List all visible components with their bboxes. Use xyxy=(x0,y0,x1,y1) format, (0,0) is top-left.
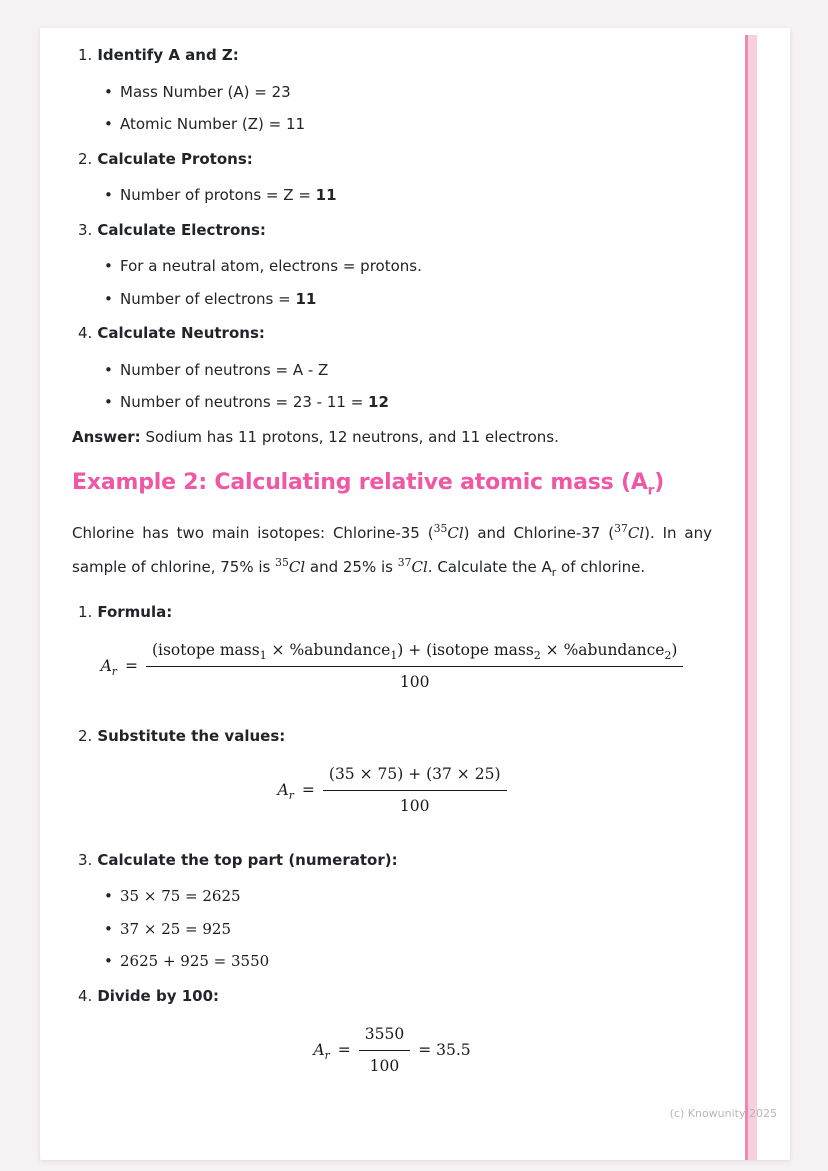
subscript-r: r xyxy=(111,665,117,679)
bullet-text xyxy=(120,288,316,311)
numerator-subscript: 2 xyxy=(533,649,541,663)
bullet-text xyxy=(120,359,328,382)
bullet-list xyxy=(104,359,712,414)
variable-A: A xyxy=(313,1041,325,1060)
variable-A: A xyxy=(277,781,289,800)
step-label: Calculate Neutrons: xyxy=(97,324,265,342)
bullet-item xyxy=(104,113,712,136)
isotope-mass-superscript: 35 xyxy=(433,522,448,535)
intro-text: ). In any sample of chlorine, 75% is xyxy=(72,524,713,576)
step-number: 3. xyxy=(78,850,93,869)
intro-text: . Calculate the A xyxy=(427,557,552,576)
bullet-text-normal: Number of neutrons = 23 - 11 = xyxy=(120,393,369,411)
step-head xyxy=(78,601,712,624)
equals-sign: = xyxy=(124,657,138,676)
bullet-item xyxy=(104,885,712,908)
step-label: Calculate Electrons: xyxy=(97,220,266,239)
isotope-mass-superscript: 37 xyxy=(397,555,412,569)
fraction-denominator: 100 xyxy=(369,1057,400,1076)
step-head xyxy=(78,985,712,1008)
sodium-steps-section xyxy=(72,44,712,448)
answer-label: Answer: xyxy=(72,427,141,446)
element-symbol: Cl xyxy=(627,524,645,542)
equation-lhs xyxy=(278,779,294,802)
example2-intro-paragraph xyxy=(72,517,712,585)
bullet-list xyxy=(104,184,712,207)
intro-text: of chlorine. xyxy=(556,557,646,576)
numerator-text: × %abundance xyxy=(540,641,665,659)
bullet-text-normal: Number of neutrons = A - Z xyxy=(120,360,329,379)
step-number: 2. xyxy=(78,149,93,168)
equals-sign: = xyxy=(337,1041,351,1060)
bullet-item xyxy=(104,918,712,941)
step-head xyxy=(78,219,712,242)
equation xyxy=(101,639,684,695)
step-item xyxy=(72,601,712,695)
math-bullet-text: • 35 × 75 = 2625 xyxy=(120,887,241,905)
bullet-text-normal: Number of electrons = xyxy=(120,289,296,308)
fraction xyxy=(359,1023,410,1079)
step-label: Substitute the values: xyxy=(97,726,286,745)
heading-text-close: ) xyxy=(654,470,665,495)
step-item xyxy=(72,148,712,207)
step-head xyxy=(78,725,712,748)
fraction-numerator xyxy=(146,639,683,667)
isotope-mass-superscript: 35 xyxy=(275,555,289,569)
step-number: 1. xyxy=(78,602,93,621)
subscript-r: r xyxy=(324,1049,330,1063)
step-number: 4. xyxy=(78,324,93,342)
intro-text: ) and Chlorine-37 ( xyxy=(463,524,615,542)
step-number: 4. xyxy=(78,986,93,1005)
bullet-text-bold: 12 xyxy=(368,393,389,411)
bullet-text xyxy=(120,113,305,136)
example2-heading xyxy=(72,466,712,499)
numerator-text: (isotope mass xyxy=(151,641,260,659)
bullet-list xyxy=(104,885,712,973)
step-item xyxy=(72,985,712,1079)
fraction xyxy=(323,763,507,819)
variable-A: A xyxy=(100,657,112,676)
equation xyxy=(278,763,507,819)
bullet-text-normal: For a neutral atom, electrons = protons. xyxy=(120,257,422,275)
fraction-denominator: 100 xyxy=(399,797,430,816)
bullet-item xyxy=(104,255,712,278)
equals-sign: = xyxy=(301,781,315,800)
step-head xyxy=(78,849,712,872)
math-bullet-text: • 2625 + 925 = 3550 xyxy=(120,952,270,970)
step-item xyxy=(72,725,712,819)
step-label: Calculate Protons: xyxy=(97,149,253,168)
element-symbol: Cl xyxy=(288,557,306,576)
bullet-item xyxy=(104,81,712,104)
bullet-text-normal: Number of protons = Z = xyxy=(120,186,316,204)
numerator-text: ) + (isotope mass xyxy=(397,641,534,659)
formula-general xyxy=(72,639,712,695)
heading-subscript-r: r xyxy=(647,482,655,499)
step-label: Formula: xyxy=(97,602,173,621)
step-number: 2. xyxy=(78,726,93,745)
bullet-text-bold: 11 xyxy=(295,289,317,308)
fraction-denominator: 100 xyxy=(399,673,430,692)
step-item xyxy=(72,44,712,136)
bullet-item xyxy=(104,950,712,973)
bullet-item xyxy=(104,184,712,207)
heading-text: Example 2: Calculating relative atomic mass (A xyxy=(72,470,648,495)
step-item xyxy=(72,322,712,414)
equation-result: = 35.5 xyxy=(418,1041,471,1060)
step-number: 1. xyxy=(78,46,93,64)
document-page xyxy=(40,28,790,1160)
step-label: Calculate the top part (numerator): xyxy=(97,850,398,869)
intro-text: and 25% is xyxy=(305,557,398,576)
page-edge-stripe xyxy=(745,35,757,1160)
bullet-text-bold: 11 xyxy=(315,186,337,204)
element-symbol: Cl xyxy=(411,557,428,576)
numerator-text: ) xyxy=(671,641,678,659)
bullet-list xyxy=(104,255,712,310)
bullet-item xyxy=(104,288,712,311)
intro-text: Chlorine has two main isotopes: Chlorine-35 ( xyxy=(72,524,434,542)
isotope-mass-superscript: 37 xyxy=(614,522,628,535)
numerator-subscript: 1 xyxy=(259,649,267,663)
bullet-list xyxy=(104,81,712,136)
numerator-subscript: 2 xyxy=(664,649,672,663)
bullet-text xyxy=(120,255,422,278)
bullet-item xyxy=(104,359,712,382)
math-bullet-text: • 37 × 25 = 925 xyxy=(120,919,232,938)
formula-substituted xyxy=(72,763,712,819)
fraction-numerator: (35 × 75) + (37 × 25) xyxy=(323,763,507,791)
step-head xyxy=(78,322,712,345)
page-content xyxy=(40,28,790,1079)
step-item xyxy=(72,219,712,311)
equation xyxy=(313,1023,470,1079)
copyright-footer: (c) Knowunity 2025 xyxy=(669,1107,777,1120)
step-head xyxy=(78,44,712,67)
fraction-numerator: 3550 xyxy=(359,1023,410,1051)
step-item xyxy=(72,849,712,973)
bullet-item xyxy=(104,391,712,414)
bullet-text-normal: Atomic Number (Z) = 11 xyxy=(120,115,306,133)
bullet-text xyxy=(120,391,389,414)
step-label: Divide by 100: xyxy=(97,986,220,1005)
answer-text: Sodium has 11 protons, 12 neutrons, and 11 electrons. xyxy=(145,427,559,446)
answer-line xyxy=(72,426,712,449)
element-symbol: Cl xyxy=(447,524,464,542)
fraction xyxy=(146,639,683,695)
bullet-text xyxy=(120,184,337,207)
numerator-subscript: 1 xyxy=(390,649,398,663)
bullet-text-normal: Mass Number (A) = 23 xyxy=(120,82,291,101)
equation-lhs xyxy=(313,1039,329,1062)
formula-final xyxy=(72,1023,712,1079)
bullet-text xyxy=(120,81,291,104)
equation-lhs xyxy=(101,655,117,678)
ar-subscript: r xyxy=(551,565,557,579)
numerator-text: × %abundance xyxy=(266,641,391,659)
step-head xyxy=(78,148,712,171)
step-label: Identify A and Z: xyxy=(97,46,239,64)
step-number: 3. xyxy=(78,220,93,239)
subscript-r: r xyxy=(288,789,294,803)
